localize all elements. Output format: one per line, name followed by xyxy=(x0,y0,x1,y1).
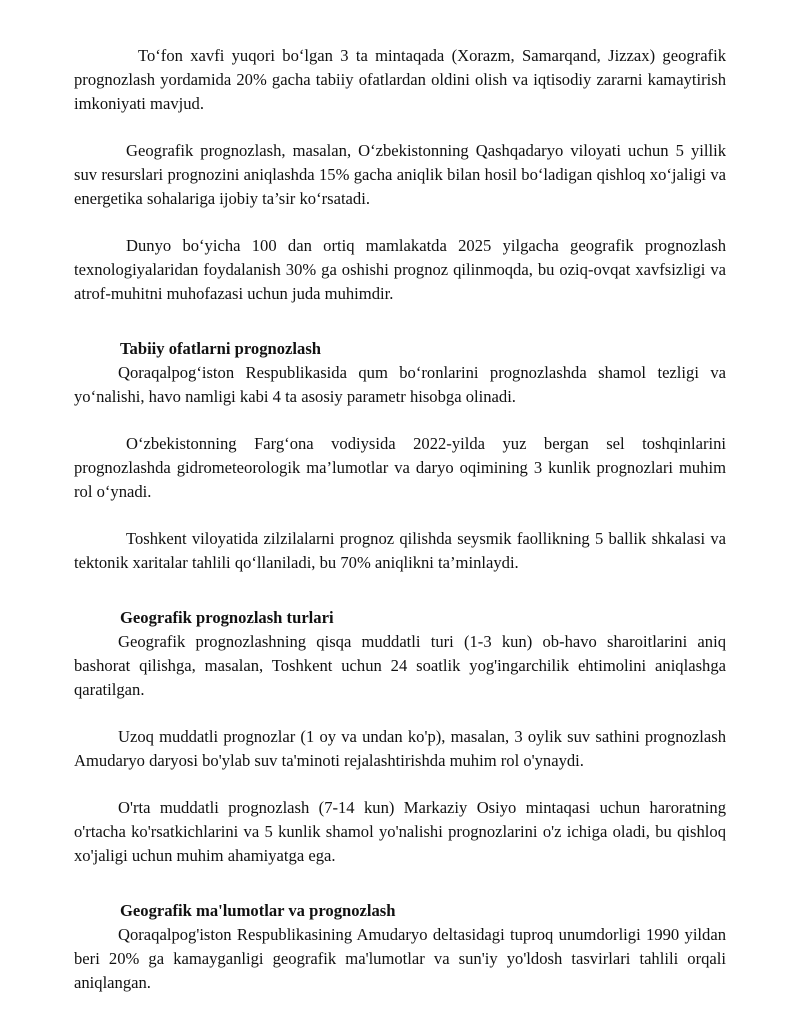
paragraph-soil-fertility: Qoraqalpog'iston Respublikasining Amudaryo deltasidagi tuproq unumdorligi 1990 yildan beri 20% ga kamayganligi geografik ma'lumotlar va sun'iy yo'ldosh tasvirlari tahlili orqali aniqlangan. xyxy=(74,925,726,992)
paragraph-mudflows: O‘zbekistonning Farg‘ona vodiysida 2022-yilda yuz bergan sel toshqinlarini prognozlashda gidrometeorologik ma’lumotlar va daryo oqimining 3 kunlik prognozlari muhim rol o‘ynadi. xyxy=(74,434,726,501)
heading-forecast-types: Geografik prognozlash turlari xyxy=(120,608,334,627)
heading-geographic-data: Geografik ma'lumotlar va prognozlash xyxy=(120,901,396,920)
paragraph-water-resources: Geografik prognozlash, masalan, O‘zbekistonning Qashqadaryo viloyati uchun 5 yillik suv resurslari prognozini aniqlashda 15% gacha aniqlik bilan hosil bo‘ladigan qishloq xo‘jaligi va energetika sohalariga ijobiy ta’sir ko‘rsatadi. xyxy=(74,141,726,208)
paragraph-sand-storms: Qoraqalpog‘iston Respublikasida qum bo‘ronlarini prognozlashda shamol tezligi va yo‘nalishi, havo namligi kabi 4 ta asosiy parametr hisobga olinadi. xyxy=(74,363,726,406)
heading-natural-disasters: Tabiiy ofatlarni prognozlash xyxy=(120,339,322,358)
paragraph-flood-risk: To‘fon xavfi yuqori bo‘lgan 3 ta mintaqada (Xorazm, Samarqand, Jizzax) geografik prognozlash yordamida 20% gacha tabiiy ofatlardan oldini olish va iqtisodiy zararni kamaytirish imkoniyati mavjud. xyxy=(74,46,726,113)
paragraph-short-term: Geografik prognozlashning qisqa muddatli turi (1-3 kun) ob-havo sharoitlarini aniq bashorat qilishga, masalan, Toshkent uchun 24 soatlik yog'ingarchilik ehtimolini aniqlashga qaratilgan. xyxy=(74,632,726,699)
paragraph-world-forecast: Dunyo bo‘yicha 100 dan ortiq mamlakatda 2025 yilgacha geografik prognozlash texnologiyalaridan foydalanish 30% ga oshishi prognoz qilinmoqda, bu oziq-ovqat xavfsizligi va atrof-muhitni muhofazasi uchun juda muhimdir. xyxy=(74,236,726,303)
paragraph-medium-term: O'rta muddatli prognozlash (7-14 kun) Markaziy Osiyo mintaqasi uchun haroratning o'rtacha ko'rsatkichlarini va 5 kunlik shamol yo'nalishi prognozlarini o'z ichiga oladi, bu qishloq xo'jaligi uchun muhim ahamiyatga ega. xyxy=(74,798,726,865)
paragraph-earthquakes: Toshkent viloyatida zilzilalarni prognoz qilishda seysmik faollikning 5 ballik shkalasi va tektonik xaritalar tahlili qo‘llaniladi, bu 70% aniqlikni ta’minlaydi. xyxy=(74,529,726,572)
paragraph-long-term: Uzoq muddatli prognozlar (1 oy va undan ko'p), masalan, 3 oylik suv sathini prognozlash Amudaryo daryosi bo'ylab suv ta'minoti rejalashtirishda muhim rol o'ynaydi. xyxy=(74,727,726,770)
